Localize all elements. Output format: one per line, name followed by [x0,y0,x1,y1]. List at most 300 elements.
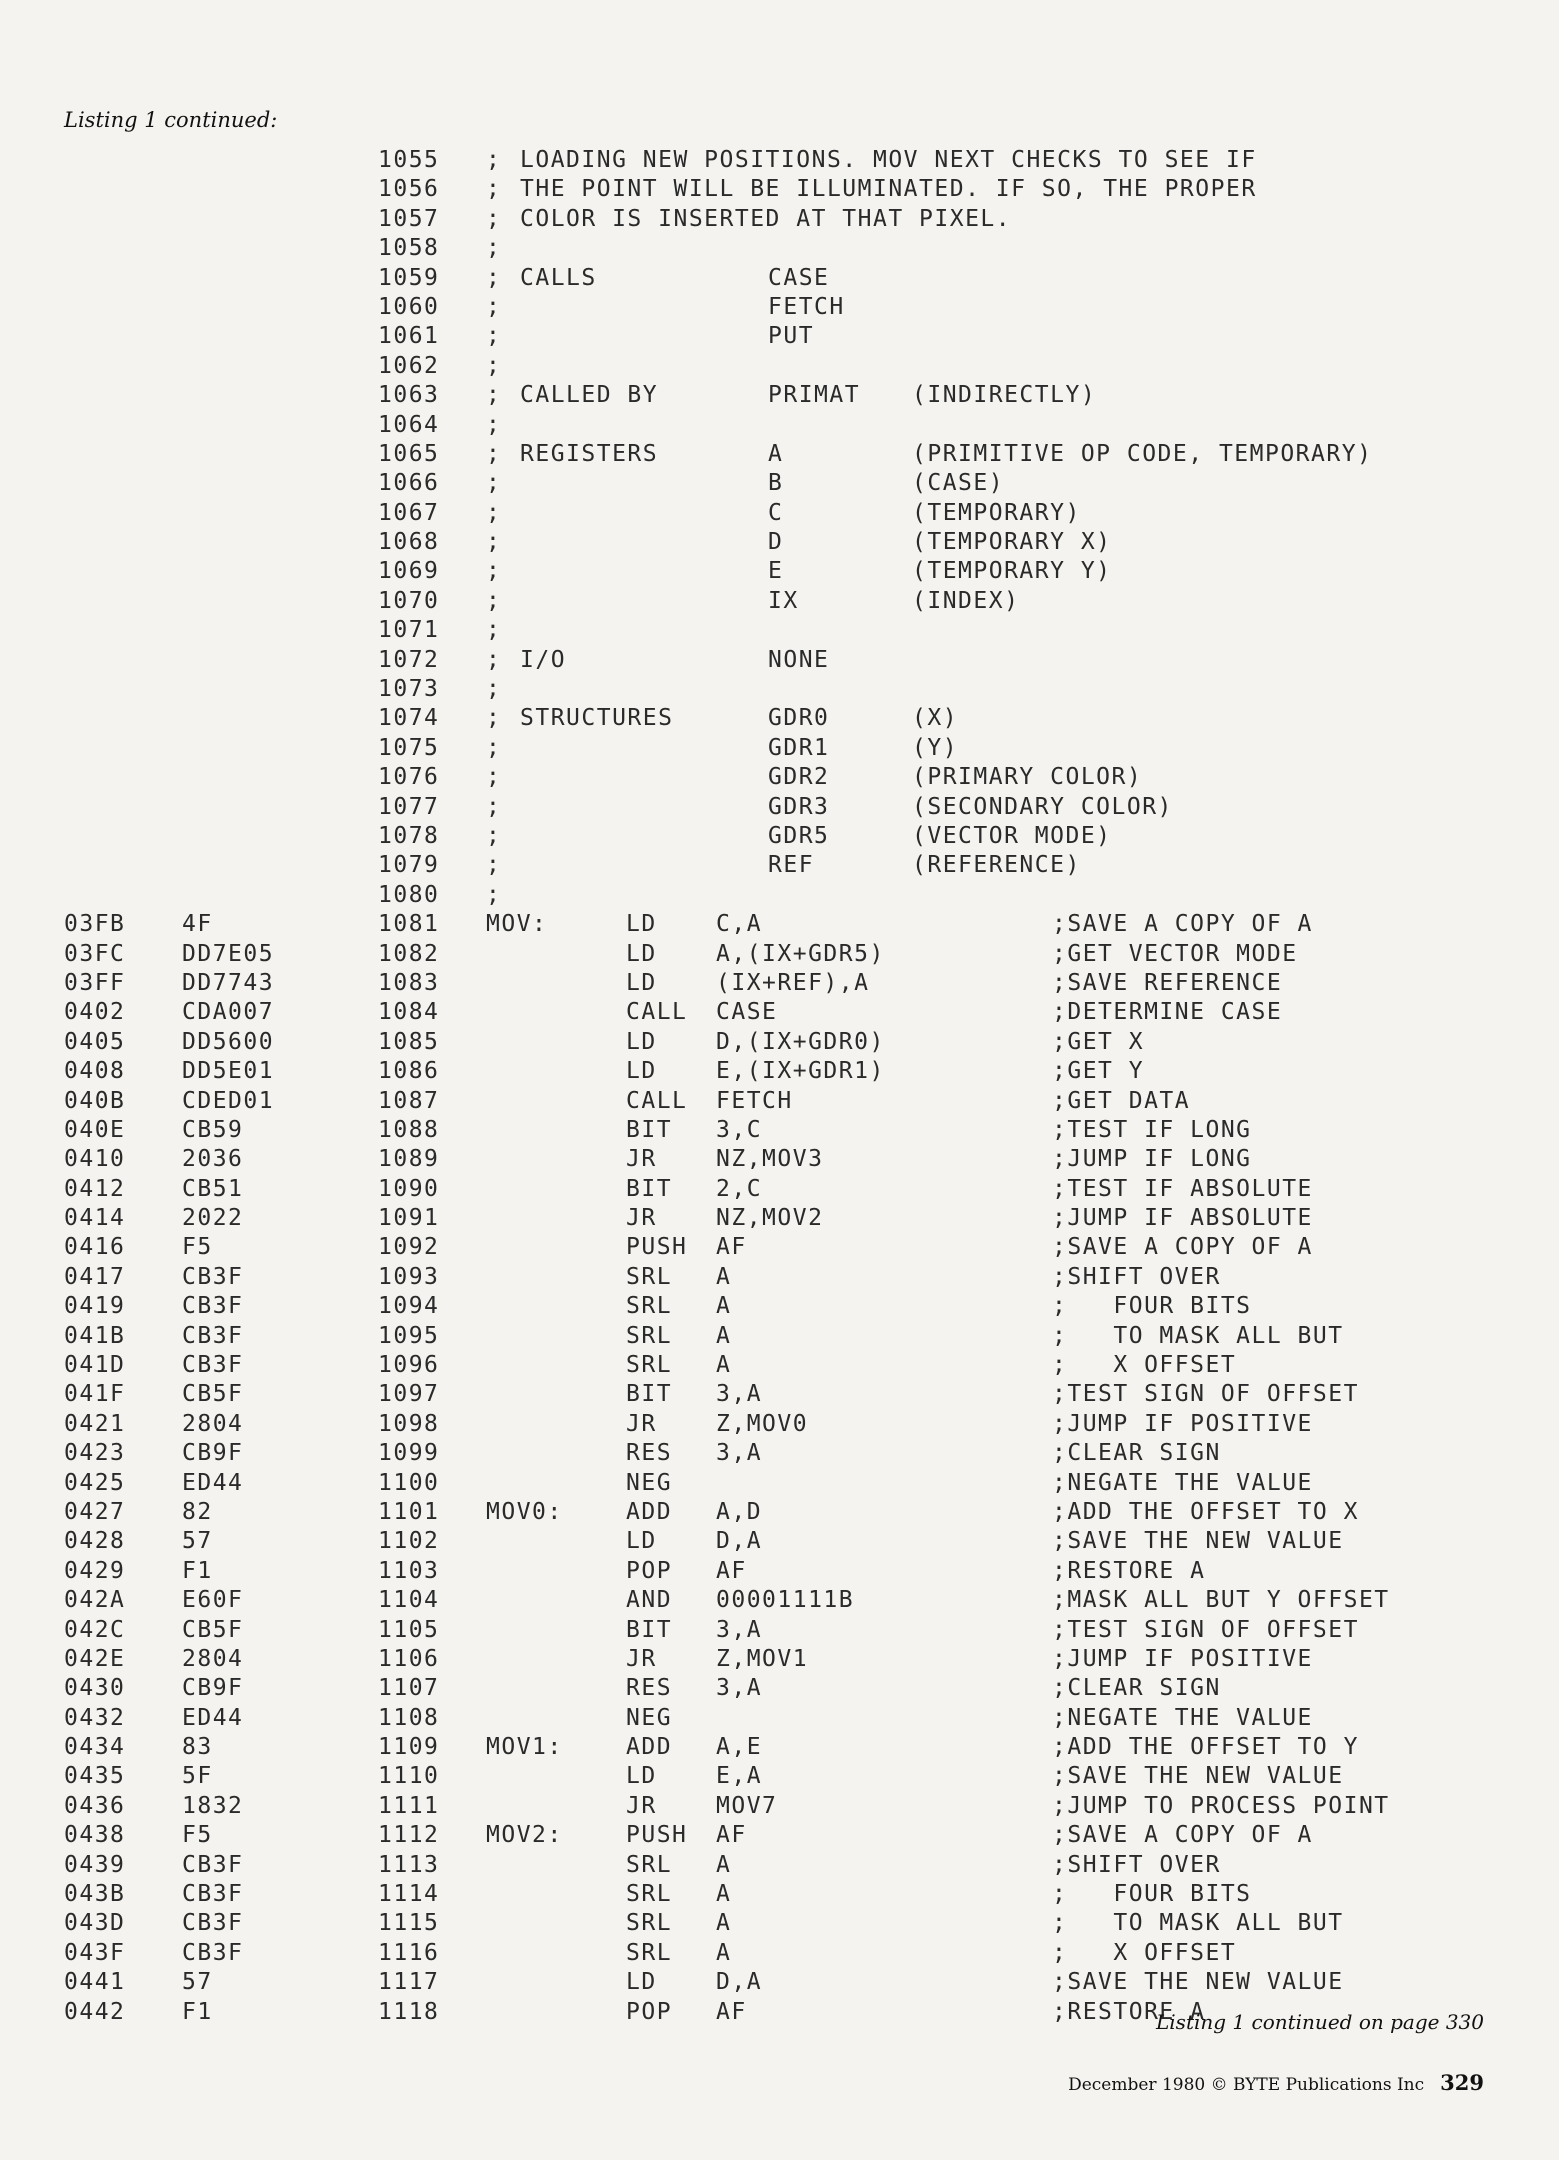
code-line [0,1263,1559,1292]
comment-marker: ; [486,176,502,203]
opcode: LD [626,940,657,967]
page-footer [1068,2070,1484,2095]
code-line [0,1674,1559,1703]
address: 040B [64,1087,126,1114]
comment-line [0,205,1559,234]
operand: 3,A [716,1675,763,1702]
address: 0414 [64,1205,126,1232]
label: MOV1: [486,1734,563,1761]
object-code: DD5E01 [182,1058,275,1085]
comment-desc: (CASE) [912,470,1005,497]
opcode: JR [626,1205,657,1232]
line-number: 1067 [378,499,440,526]
comment-marker: ; [486,852,502,879]
operand: A [716,1881,732,1908]
object-code: 83 [182,1734,213,1761]
address: 0425 [64,1469,126,1496]
line-number: 1104 [378,1587,440,1614]
comment-value: IX [768,587,799,614]
opcode: RES [626,1440,673,1467]
line-number: 1115 [378,1910,440,1937]
object-code: CDED01 [182,1087,275,1114]
operand: NZ,MOV2 [716,1205,824,1232]
object-code: F5 [182,1234,213,1261]
comment-marker: ; [486,470,502,497]
line-number: 1079 [378,852,440,879]
code-line [0,1557,1559,1586]
line-number: 1059 [378,264,440,291]
comment-value: GDR3 [768,793,830,820]
operand: 3,A [716,1616,763,1643]
line-number: 1102 [378,1528,440,1555]
address: 0430 [64,1675,126,1702]
address: 042C [64,1616,126,1643]
comment-marker: ; [486,499,502,526]
line-number: 1097 [378,1381,440,1408]
object-code: 57 [182,1969,213,1996]
comment-line [0,440,1559,469]
object-code: DD7743 [182,969,275,996]
opcode: SRL [626,1263,673,1290]
comment: ;TEST IF ABSOLUTE [1052,1175,1313,1202]
comment-line [0,469,1559,498]
opcode: NEG [626,1704,673,1731]
line-number: 1112 [378,1822,440,1849]
address: 0427 [64,1498,126,1525]
comment: ;SAVE REFERENCE [1052,969,1283,996]
comment-desc: (REFERENCE) [912,852,1081,879]
opcode: LD [626,1058,657,1085]
opcode: SRL [626,1322,673,1349]
comment-marker: ; [486,147,502,173]
comment-marker: ; [486,646,502,673]
line-number: 1105 [378,1616,440,1643]
comment-line [0,175,1559,204]
comment: ; FOUR BITS [1052,1881,1252,1908]
object-code: CB3F [182,1881,244,1908]
line-number: 1077 [378,793,440,820]
object-code: 2036 [182,1146,244,1173]
code-line [0,1498,1559,1527]
comment: ;ADD THE OFFSET TO X [1052,1498,1359,1525]
operand: A,E [716,1734,763,1761]
comment-desc: (INDEX) [912,587,1020,614]
object-code: 2022 [182,1205,244,1232]
code-line [0,1733,1559,1762]
address: 03FB [64,911,126,938]
line-number: 1060 [378,293,440,320]
line-number: 1118 [378,1998,440,2025]
address: 0432 [64,1704,126,1731]
line-number: 1111 [378,1792,440,1819]
comment-line [0,381,1559,410]
comment-value: PRIMAT [768,382,861,409]
object-code: CB3F [182,1322,244,1349]
object-code: 2804 [182,1645,244,1672]
opcode: SRL [626,1939,673,1966]
comment-key: I/O [520,646,567,673]
operand: NZ,MOV3 [716,1146,824,1173]
opcode: BIT [626,1175,673,1202]
line-number: 1090 [378,1175,440,1202]
opcode: SRL [626,1881,673,1908]
comment-marker: ; [486,440,502,467]
address: 03FC [64,940,126,967]
object-code: F1 [182,1557,213,1584]
comment: ;CLEAR SIGN [1052,1675,1221,1702]
comment-desc: (INDIRECTLY) [912,382,1097,409]
comment-desc: (TEMPORARY X) [912,529,1112,556]
object-code: CB3F [182,1263,244,1290]
line-number: 1103 [378,1557,440,1584]
address: 0405 [64,1028,126,1055]
comment-marker: ; [486,235,502,262]
comment-desc: (SECONDARY COLOR) [912,793,1173,820]
comment-value: B [768,470,784,497]
object-code: CB3F [182,1851,244,1878]
comment-marker: ; [486,881,502,908]
comment-marker: ; [486,323,502,350]
line-number: 1087 [378,1087,440,1114]
comment-desc: (Y) [912,734,959,761]
line-number: 1076 [378,764,440,791]
comment-marker: ; [486,558,502,585]
comment: ; TO MASK ALL BUT [1052,1910,1344,1937]
address: 0439 [64,1851,126,1878]
object-code: DD7E05 [182,940,275,967]
operand: A [716,1352,732,1379]
line-number: 1062 [378,352,440,379]
object-code: CB3F [182,1293,244,1320]
object-code: CB3F [182,1352,244,1379]
listing-header: Listing 1 continued: [64,108,278,132]
opcode: BIT [626,1116,673,1143]
address: 0429 [64,1557,126,1584]
comment: ;TEST IF LONG [1052,1116,1252,1143]
opcode: ADD [626,1498,673,1525]
comment: ;SHIFT OVER [1052,1263,1221,1290]
comment-line [0,822,1559,851]
label: MOV2: [486,1822,563,1849]
comment: ;TEST SIGN OF OFFSET [1052,1381,1359,1408]
operand: 3,C [716,1116,763,1143]
comment-text: LOADING NEW POSITIONS. MOV NEXT CHECKS TO SEE IF [520,147,1257,173]
comment-line [0,264,1559,293]
operand: D,A [716,1969,763,1996]
comment: ;SAVE THE NEW VALUE [1052,1969,1344,1996]
line-number: 1068 [378,529,440,556]
code-line [0,1145,1559,1174]
code-line [0,1322,1559,1351]
code-line [0,1175,1559,1204]
comment: ;RESTORE A [1052,1557,1206,1584]
object-code: CB3F [182,1910,244,1937]
comment-marker: ; [486,205,502,232]
comment-marker: ; [486,822,502,849]
line-number: 1066 [378,470,440,497]
line-number: 1081 [378,911,440,938]
comment: ;TEST SIGN OF OFFSET [1052,1616,1359,1643]
code-line [0,1028,1559,1057]
code-line [0,1410,1559,1439]
line-number: 1082 [378,940,440,967]
line-number: 1069 [378,558,440,585]
line-number: 1065 [378,440,440,467]
code-line [0,1851,1559,1880]
line-number: 1071 [378,617,440,644]
line-number: 1106 [378,1645,440,1672]
comment-value: CASE [768,264,830,291]
line-number: 1080 [378,881,440,908]
comment: ;SAVE THE NEW VALUE [1052,1763,1344,1790]
comment: ;MASK ALL BUT Y OFFSET [1052,1587,1390,1614]
comment-desc: (TEMPORARY) [912,499,1081,526]
address: 043B [64,1881,126,1908]
address: 041F [64,1381,126,1408]
object-code: E60F [182,1587,244,1614]
label: MOV: [486,911,548,938]
comment: ;SAVE THE NEW VALUE [1052,1528,1344,1555]
comment-marker: ; [486,705,502,732]
comment-value: PUT [768,323,815,350]
comment-marker: ; [486,676,502,703]
comment-line [0,234,1559,263]
comment-value: D [768,529,784,556]
line-number: 1088 [378,1116,440,1143]
opcode: LD [626,911,657,938]
comment: ;JUMP TO PROCESS POINT [1052,1792,1390,1819]
address: 0441 [64,1969,126,1996]
opcode: POP [626,1998,673,2025]
code-line [0,1968,1559,1997]
comment-line [0,146,1559,175]
address: 042E [64,1645,126,1672]
object-code: 2804 [182,1410,244,1437]
opcode: JR [626,1645,657,1672]
comment-key: CALLED BY [520,382,659,409]
code-line [0,1057,1559,1086]
line-number: 1098 [378,1410,440,1437]
object-code: CB9F [182,1440,244,1467]
comment-line [0,322,1559,351]
line-number: 1058 [378,235,440,262]
comment-marker: ; [486,264,502,291]
operand: (IX+REF),A [716,969,870,996]
operand: 2,C [716,1175,763,1202]
code-line [0,1204,1559,1233]
opcode: AND [626,1587,673,1614]
comment-key: CALLS [520,264,597,291]
code-line [0,969,1559,998]
operand: 00001111B [716,1587,855,1614]
line-number: 1057 [378,205,440,232]
object-code: CB5F [182,1381,244,1408]
code-line [0,1762,1559,1791]
line-number: 1108 [378,1704,440,1731]
comment: ;JUMP IF ABSOLUTE [1052,1205,1313,1232]
code-line [0,1821,1559,1850]
operand: A [716,1322,732,1349]
address: 0442 [64,1998,126,2025]
comment: ;JUMP IF POSITIVE [1052,1410,1313,1437]
operand: D,A [716,1528,763,1555]
address: 0434 [64,1734,126,1761]
object-code: CB51 [182,1175,244,1202]
comment: ;GET Y [1052,1058,1145,1085]
line-number: 1092 [378,1234,440,1261]
code-line [0,1351,1559,1380]
address: 0423 [64,1440,126,1467]
comment-marker: ; [486,411,502,438]
comment-line [0,704,1559,733]
line-number: 1110 [378,1763,440,1790]
comment-line [0,851,1559,880]
line-number: 1085 [378,1028,440,1055]
comment-marker: ; [486,352,502,379]
object-code: CB5F [182,1616,244,1643]
operand: A [716,1263,732,1290]
operand: A,D [716,1498,763,1525]
object-code: F1 [182,1998,213,2025]
code-line [0,1880,1559,1909]
object-code: CB3F [182,1939,244,1966]
comment-line [0,675,1559,704]
operand: A [716,1293,732,1320]
line-number: 1056 [378,176,440,203]
comment: ;RESTORE A [1052,1998,1206,2025]
operand: MOV7 [716,1792,778,1819]
code-line [0,1586,1559,1615]
opcode: PUSH [626,1234,688,1261]
comment-text: THE POINT WILL BE ILLUMINATED. IF SO, THE PROPER [520,176,1257,203]
comment-marker: ; [486,293,502,320]
address: 043F [64,1939,126,1966]
opcode: JR [626,1792,657,1819]
opcode: PUSH [626,1822,688,1849]
address: 0410 [64,1146,126,1173]
comment-marker: ; [486,734,502,761]
code-line [0,1116,1559,1145]
line-number: 1101 [378,1498,440,1525]
code-line [0,1792,1559,1821]
comment-line [0,293,1559,322]
opcode: RES [626,1675,673,1702]
label: MOV0: [486,1498,563,1525]
address: 0416 [64,1234,126,1261]
opcode: SRL [626,1910,673,1937]
comment-marker: ; [486,617,502,644]
comment-value: NONE [768,646,830,673]
object-code: 82 [182,1498,213,1525]
comment-key: REGISTERS [520,440,659,467]
line-number: 1094 [378,1293,440,1320]
line-number: 1114 [378,1881,440,1908]
line-number: 1072 [378,646,440,673]
comment-line [0,411,1559,440]
operand: Z,MOV0 [716,1410,809,1437]
comment-value: E [768,558,784,585]
line-number: 1089 [378,1146,440,1173]
opcode: JR [626,1146,657,1173]
code-line [0,1469,1559,1498]
object-code: F5 [182,1822,213,1849]
comment-marker: ; [486,529,502,556]
address: 0421 [64,1410,126,1437]
comment-desc: (PRIMITIVE OP CODE, TEMPORARY) [912,440,1373,467]
code-line [0,910,1559,939]
operand: AF [716,1822,747,1849]
opcode: LD [626,1528,657,1555]
object-code: CDA007 [182,999,275,1026]
operand: A [716,1939,732,1966]
operand: FETCH [716,1087,793,1114]
address: 0438 [64,1822,126,1849]
operand: Z,MOV1 [716,1645,809,1672]
operand: A [716,1851,732,1878]
comment-line [0,616,1559,645]
line-number: 1095 [378,1322,440,1349]
code-line [0,1380,1559,1409]
line-number: 1091 [378,1205,440,1232]
continued-note: Listing 1 continued on page 330 [1156,2010,1484,2034]
opcode: LD [626,1028,657,1055]
code-line [0,1704,1559,1733]
comment-value: GDR0 [768,705,830,732]
comment-desc: (TEMPORARY Y) [912,558,1112,585]
object-code: ED44 [182,1704,244,1731]
opcode: NEG [626,1469,673,1496]
object-code: CB9F [182,1675,244,1702]
comment-desc: (VECTOR MODE) [912,822,1112,849]
operand: E,A [716,1763,763,1790]
code-listing [0,146,1559,2027]
page-number: 329 [1440,2070,1484,2095]
line-number: 1078 [378,822,440,849]
line-number: 1096 [378,1352,440,1379]
comment: ;NEGATE THE VALUE [1052,1704,1313,1731]
address: 0428 [64,1528,126,1555]
line-number: 1070 [378,587,440,614]
address: 040E [64,1116,126,1143]
opcode: BIT [626,1381,673,1408]
opcode: ADD [626,1734,673,1761]
opcode: BIT [626,1616,673,1643]
address: 0419 [64,1293,126,1320]
address: 0417 [64,1263,126,1290]
object-code: CB59 [182,1116,244,1143]
operand: 3,A [716,1440,763,1467]
code-line [0,1616,1559,1645]
comment: ;DETERMINE CASE [1052,999,1283,1026]
address: 0436 [64,1792,126,1819]
line-number: 1064 [378,411,440,438]
code-line [0,1439,1559,1468]
line-number: 1075 [378,734,440,761]
operand: E,(IX+GDR1) [716,1058,885,1085]
opcode: JR [626,1410,657,1437]
opcode: LD [626,1969,657,1996]
line-number: 1113 [378,1851,440,1878]
line-number: 1055 [378,147,440,173]
address: 041B [64,1322,126,1349]
comment-line [0,734,1559,763]
operand: AF [716,1998,747,2025]
comment-marker: ; [486,793,502,820]
code-line [0,940,1559,969]
comment-line [0,352,1559,381]
comment-value: A [768,440,784,467]
line-number: 1107 [378,1675,440,1702]
